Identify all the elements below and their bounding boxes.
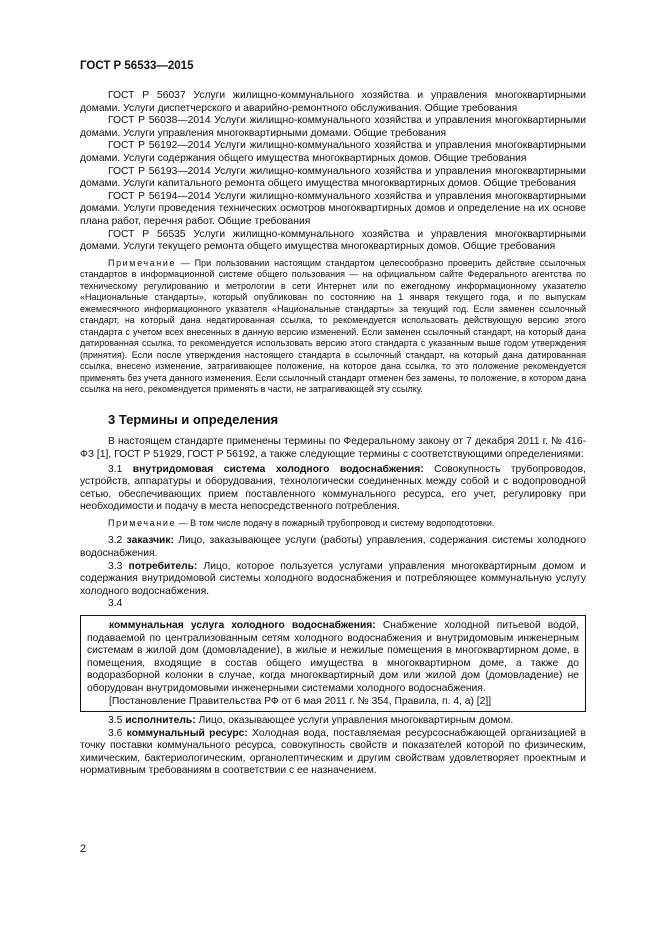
term-3-5: [80, 715, 586, 728]
term-3-2: [80, 535, 586, 560]
reference-item: ГОСТ Р 56037 Услуги жилищно-коммунального хозяйства и управления многоквартирными домами. Услуги диспетчерского и аварийно-ремонтного обслуживания. Общие требования: [80, 90, 586, 114]
term-number: 3.6: [108, 727, 127, 739]
page-number: 2: [80, 843, 87, 855]
term-name: коммунальный ресурс:: [126, 727, 248, 739]
term-definition: Лицо, оказывающее услуги управления многоквартирным домом.: [195, 715, 514, 727]
note-term-3-1: [80, 518, 586, 530]
term-name: заказчик:: [126, 535, 174, 547]
term-source-reference: [Постановление Правительства РФ от 6 мая 2011 г. № 354, Правила, п. 4, а) [2]]: [109, 695, 492, 707]
note-label: Примечание: [108, 257, 177, 268]
term-3-4: [87, 620, 579, 696]
term-3-3: [80, 561, 586, 599]
reference-item: ГОСТ Р 56192—2014 Услуги жилищно-коммунального хозяйства и управления многоквартирными домами. Услуги содержания общего имущества многоквартирных домов. Общие требования: [80, 140, 586, 164]
term-number: 3.3: [108, 560, 129, 572]
term-3-6: [80, 728, 586, 778]
term-name: потребитель:: [128, 560, 198, 572]
term-definition: Лицо, заказывающее услуги (работы) управления, содержания системы холодного водоснабжения.: [80, 535, 586, 559]
term-name: коммунальная услуга холодного водоснабжения:: [109, 619, 376, 631]
note-references: [80, 258, 586, 396]
note-text: — В том числе подачу в пожарный трубопровод и систему водоподготовки.: [176, 517, 495, 528]
term-definition: Снабжение холодной питьевой водой, подаваемой по централизованным сетям холодного водоснабжения и внутридомовым инженерным системам в жилой дом (домовладение), в жилые и нежилые помещения в многоквартирном доме, в помещения, входящие в состав общего имущества в многоквартирном доме, а также до водоразборной колонки в случае, когда многоквартирный дом или жилой дом (домовладение) не оборудован внутридомовыми инженерными системами холодного водоснабжения.: [87, 619, 579, 694]
section-intro: В настоящем стандарте применены термины по Федеральному закону от 7 декабря 2011 г. № 416-ФЗ [1], ГОСТ Р 51929, ГОСТ Р 56192, а также следующие термины с соответствующими определениями:: [80, 436, 586, 460]
reference-item: ГОСТ Р 56535 Услуги жилищно-коммунального хозяйства и управления многоквартирными домами. Услуги текущего ремонта общего имущества многоквартирных домов. Общие требования: [80, 228, 586, 253]
term-definition: Холодная вода, поставляемая ресурсоснабжающей организацией в точку поставки коммунального ресурса, совокупность свойств и показателей которой по физическим, химическим, бактериологическим, органолептическим и другим свойствам удовлетворяет проектным и нормативным требованиям в соответствии с ее назначением.: [80, 727, 586, 777]
term-3-1: [80, 464, 586, 514]
section-title: 3 Термины и определения: [108, 411, 279, 427]
term-3-4-box: [80, 615, 586, 712]
term-name: исполнитель:: [125, 715, 196, 727]
note-text: — При пользовании настоящим стандартом целесообразно проверить действие ссылочных стандартов в информационной системе общего пользования — на официальном сайте Федерального агентства по техническому регулированию и метрологии в сети Интернет или по ежегодному информационному указателю «Национальные стандарты», который опубликован по состоянию на 1 января текущего года, и по выпускам ежемесячного информационного указателя «Национальные стандарты» за текущий год. Если заменен ссылочный стандарт, на который дана недатированная ссылка, то рекомендуется использовать действующую версию этого стандарта с учетом всех внесенных в данную версию изменений. Если заменен ссылочный стандарт, на который дана датированная ссылка, то рекомендуется использовать версию этого стандарта с указанным выше годом утверждения (принятия). Если после утверждения настоящего стандарта в ссылочный стандарт, на который дана датированная ссылка, внесено изменение, затрагивающее положение, на которое дана ссылка, то это положение рекомендуется применять без учета данного изменения. Если ссылочный стандарт отменен без замены, то положение, в котором дана ссылка на него, рекомендуется применять в части, не затрагивающей эту ссылку.: [80, 257, 586, 395]
term-number: 3.5: [108, 715, 126, 727]
page-body: [80, 90, 586, 778]
document-code-header: ГОСТ Р 56533—2015: [80, 60, 194, 72]
reference-item: ГОСТ Р 56038—2014 Услуги жилищно-коммунального хозяйства и управления многоквартирными домами. Услуги управления многоквартирными домами. Общие требования: [80, 115, 586, 139]
term-number: 3.2: [108, 535, 127, 547]
term-3-4-number: 3.4: [108, 598, 123, 610]
reference-item: ГОСТ Р 56193—2014 Услуги жилищно-коммунального хозяйства и управления многоквартирными домами. Услуги капитального ремонта общего имущества многоквартирных домов. Общие требования: [80, 165, 586, 190]
note-label: Примечание: [108, 517, 177, 528]
term-definition: Лицо, которое пользуется услугами управления многоквартирным домом и содержания внутридомовой системы холодного водоснабжения и потребляющее коммунальную услугу холодного водоснабжения.: [80, 560, 586, 597]
term-definition: Совокупность трубопроводов, устройств, аппаратуры и оборудования, технологически соединенных между собой и с водопроводной сетью, обеспечивающих прием поставленного коммунального ресурса, его учет, регулировку при необходимости и подачу в места непосредственного потребления.: [80, 463, 586, 513]
term-number: 3.1: [108, 463, 133, 475]
term-name: внутридомовая система холодного водоснабжения:: [132, 463, 424, 475]
reference-item: ГОСТ Р 56194—2014 Услуги жилищно-коммунального хозяйства и управления многоквартирными домами. Услуги проведения технических осмотров многоквартирных домов и определение на их основе плана работ, перечня работ. Общие требования: [80, 190, 586, 227]
